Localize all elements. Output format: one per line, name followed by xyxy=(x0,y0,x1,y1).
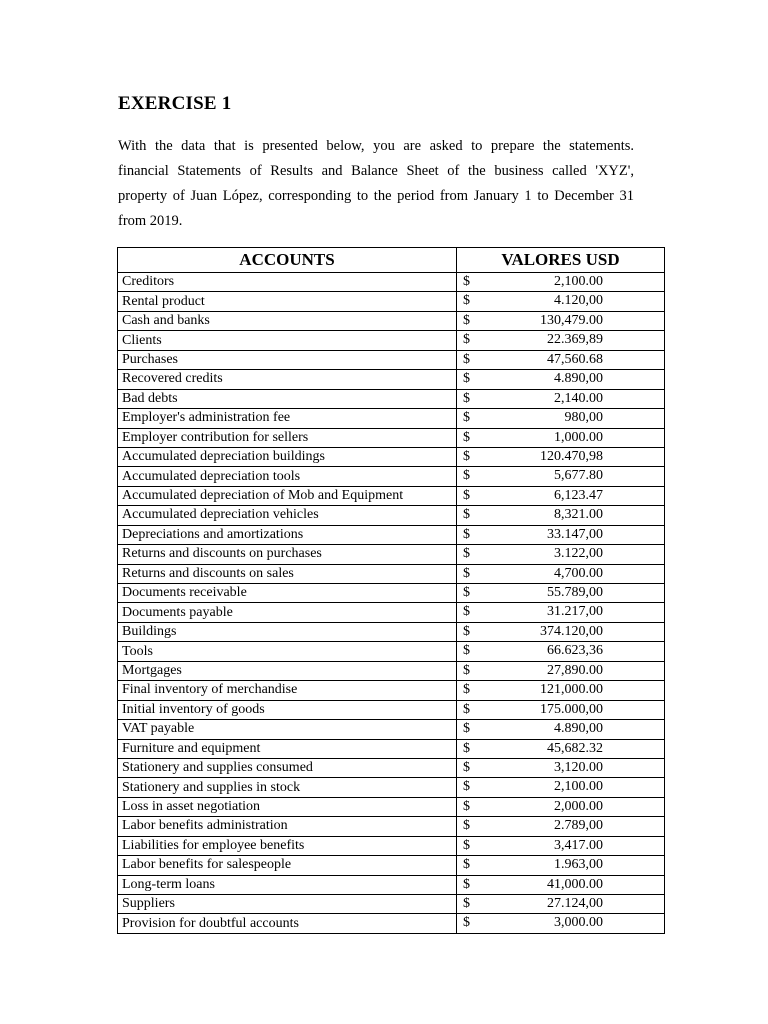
amount-value: 8,321.00 xyxy=(554,507,603,523)
table-row xyxy=(118,350,665,369)
account-name-cell: Rental product xyxy=(118,292,457,311)
account-name-cell: Labor benefits for salespeople xyxy=(118,856,457,875)
amount-value: 22.369,89 xyxy=(547,332,603,348)
account-name-cell: Depreciations and amortizations xyxy=(118,525,457,544)
amount-value: 4.890,00 xyxy=(554,371,603,387)
amount-value: 130,479.00 xyxy=(540,312,603,328)
currency-symbol: $ xyxy=(463,448,470,464)
currency-symbol: $ xyxy=(463,818,470,834)
value-cell xyxy=(457,331,665,350)
account-name-cell: Recovered credits xyxy=(118,370,457,389)
account-name-cell: Buildings xyxy=(118,622,457,641)
accounts-column-header: ACCOUNTS xyxy=(118,248,457,273)
amount-value: 27,890.00 xyxy=(547,662,603,678)
account-name-cell: Accumulated depreciation tools xyxy=(118,467,457,486)
account-name-cell: Purchases xyxy=(118,350,457,369)
account-name-cell: Bad debts xyxy=(118,389,457,408)
currency-symbol: $ xyxy=(463,585,470,600)
amount-value: 4.120,00 xyxy=(554,293,603,309)
table-header-row xyxy=(118,248,665,273)
currency-symbol: $ xyxy=(463,351,470,367)
value-cell xyxy=(457,720,665,739)
currency-symbol: $ xyxy=(463,565,470,581)
value-cell xyxy=(457,758,665,777)
value-cell xyxy=(457,447,665,466)
table-row xyxy=(118,914,665,933)
accounts-table xyxy=(117,247,665,934)
table-row xyxy=(118,292,665,311)
currency-symbol: $ xyxy=(463,896,470,911)
currency-symbol: $ xyxy=(463,857,470,873)
table-row xyxy=(118,758,665,777)
currency-symbol: $ xyxy=(463,643,470,659)
amount-value: 4,700.00 xyxy=(554,565,603,581)
intro-line: financial Statements of Results and Balance Sheet of the business called 'XYZ', xyxy=(118,163,634,179)
value-cell xyxy=(457,564,665,583)
amount-value: 980,00 xyxy=(564,410,603,426)
amount-value: 47,560.68 xyxy=(547,351,603,367)
currency-symbol: $ xyxy=(463,293,470,309)
table-row xyxy=(118,331,665,350)
value-cell xyxy=(457,389,665,408)
amount-value: 45,682.32 xyxy=(547,740,603,756)
currency-symbol: $ xyxy=(463,604,470,620)
intro-line: property of Juan López, corresponding to the period from January 1 to December 31 xyxy=(118,188,634,204)
amount-value: 1,000.00 xyxy=(554,429,603,445)
value-cell xyxy=(457,370,665,389)
account-name-cell: Employer's administration fee xyxy=(118,409,457,428)
value-cell xyxy=(457,525,665,544)
table-row xyxy=(118,428,665,447)
amount-value: 374.120,00 xyxy=(540,623,603,639)
account-name-cell: Final inventory of merchandise xyxy=(118,681,457,700)
account-name-cell: Employer contribution for sellers xyxy=(118,428,457,447)
amount-value: 2,140.00 xyxy=(554,390,603,406)
table-row xyxy=(118,739,665,758)
value-cell xyxy=(457,836,665,855)
value-cell xyxy=(457,622,665,641)
table-row xyxy=(118,700,665,719)
amount-value: 3,000.00 xyxy=(554,915,603,931)
currency-symbol: $ xyxy=(463,682,470,698)
value-cell xyxy=(457,914,665,933)
table-row xyxy=(118,273,665,292)
value-cell xyxy=(457,797,665,816)
table-row xyxy=(118,836,665,855)
account-name-cell: Tools xyxy=(118,642,457,661)
table-row xyxy=(118,895,665,914)
currency-symbol: $ xyxy=(463,332,470,348)
value-cell xyxy=(457,856,665,875)
amount-value: 55.789,00 xyxy=(547,585,603,600)
table-row xyxy=(118,389,665,408)
currency-symbol: $ xyxy=(463,390,470,406)
amount-value: 2,100.00 xyxy=(554,274,603,289)
amount-value: 175.000,00 xyxy=(540,701,603,717)
value-cell xyxy=(457,681,665,700)
value-cell xyxy=(457,486,665,505)
value-cell xyxy=(457,642,665,661)
currency-symbol: $ xyxy=(463,837,470,853)
amount-value: 2,100.00 xyxy=(554,779,603,795)
value-cell xyxy=(457,817,665,836)
table-row xyxy=(118,584,665,603)
currency-symbol: $ xyxy=(463,876,470,892)
value-cell xyxy=(457,428,665,447)
value-cell xyxy=(457,506,665,525)
table-row xyxy=(118,817,665,836)
account-name-cell: Creditors xyxy=(118,273,457,292)
table-row xyxy=(118,564,665,583)
account-name-cell: Documents receivable xyxy=(118,584,457,603)
currency-symbol: $ xyxy=(463,487,470,503)
value-cell xyxy=(457,350,665,369)
amount-value: 5,677.80 xyxy=(554,468,603,484)
intro-line: from 2019. xyxy=(118,213,183,229)
amount-value: 120.470,98 xyxy=(540,448,603,464)
table-row xyxy=(118,311,665,330)
currency-symbol: $ xyxy=(463,740,470,756)
account-name-cell: Initial inventory of goods xyxy=(118,700,457,719)
value-cell xyxy=(457,661,665,680)
currency-symbol: $ xyxy=(463,526,470,542)
currency-symbol: $ xyxy=(463,371,470,387)
account-name-cell: Cash and banks xyxy=(118,311,457,330)
amount-value: 41,000.00 xyxy=(547,876,603,892)
value-cell xyxy=(457,409,665,428)
value-cell xyxy=(457,778,665,797)
account-name-cell: Labor benefits administration xyxy=(118,817,457,836)
account-name-cell: Returns and discounts on purchases xyxy=(118,545,457,564)
currency-symbol: $ xyxy=(463,623,470,639)
intro-paragraph xyxy=(118,134,634,234)
amount-value: 3,120.00 xyxy=(554,759,603,775)
table-row xyxy=(118,720,665,739)
account-name-cell: Mortgages xyxy=(118,661,457,680)
table-row xyxy=(118,778,665,797)
amount-value: 3.122,00 xyxy=(554,546,603,562)
table-row xyxy=(118,622,665,641)
amount-value: 4.890,00 xyxy=(554,721,603,737)
account-name-cell: Furniture and equipment xyxy=(118,739,457,758)
currency-symbol: $ xyxy=(463,507,470,523)
amount-value: 33.147,00 xyxy=(547,526,603,542)
account-name-cell: Stationery and supplies in stock xyxy=(118,778,457,797)
value-cell xyxy=(457,895,665,914)
amount-value: 31.217,00 xyxy=(547,604,603,620)
account-name-cell: Clients xyxy=(118,331,457,350)
account-name-cell: Provision for doubtful accounts xyxy=(118,914,457,933)
table-row xyxy=(118,642,665,661)
exercise-heading: EXERCISE 1 xyxy=(118,93,232,114)
currency-symbol: $ xyxy=(463,721,470,737)
table-row xyxy=(118,797,665,816)
amount-value: 27.124,00 xyxy=(547,896,603,911)
account-name-cell: VAT payable xyxy=(118,720,457,739)
value-cell xyxy=(457,700,665,719)
value-cell xyxy=(457,311,665,330)
table-row xyxy=(118,447,665,466)
accounts-table-body xyxy=(118,273,665,934)
account-name-cell: Accumulated depreciation vehicles xyxy=(118,506,457,525)
account-name-cell: Documents payable xyxy=(118,603,457,622)
account-name-cell: Liabilities for employee benefits xyxy=(118,836,457,855)
account-name-cell: Suppliers xyxy=(118,895,457,914)
value-cell xyxy=(457,545,665,564)
currency-symbol: $ xyxy=(463,546,470,562)
currency-symbol: $ xyxy=(463,662,470,678)
amount-value: 66.623,36 xyxy=(547,643,603,659)
currency-symbol: $ xyxy=(463,274,470,289)
values-column-header: VALORES USD xyxy=(457,248,665,273)
value-cell xyxy=(457,292,665,311)
table-row xyxy=(118,603,665,622)
amount-value: 3,417.00 xyxy=(554,837,603,853)
amount-value: 2,000.00 xyxy=(554,798,603,814)
table-row xyxy=(118,856,665,875)
account-name-cell: Accumulated depreciation of Mob and Equipment xyxy=(118,486,457,505)
currency-symbol: $ xyxy=(463,410,470,426)
table-row xyxy=(118,875,665,894)
amount-value: 6,123.47 xyxy=(554,487,603,503)
table-row xyxy=(118,681,665,700)
currency-symbol: $ xyxy=(463,759,470,775)
intro-line: With the data that is presented below, you are asked to prepare the statements. xyxy=(118,138,634,154)
value-cell xyxy=(457,603,665,622)
value-cell xyxy=(457,467,665,486)
account-name-cell: Accumulated depreciation buildings xyxy=(118,447,457,466)
currency-symbol: $ xyxy=(463,915,470,931)
table-row xyxy=(118,545,665,564)
amount-value: 1.963,00 xyxy=(554,857,603,873)
amount-value: 121,000.00 xyxy=(540,682,603,698)
currency-symbol: $ xyxy=(463,429,470,445)
table-row xyxy=(118,525,665,544)
value-cell xyxy=(457,273,665,292)
table-row xyxy=(118,467,665,486)
table-row xyxy=(118,409,665,428)
currency-symbol: $ xyxy=(463,779,470,795)
table-row xyxy=(118,661,665,680)
value-cell xyxy=(457,739,665,758)
table-row xyxy=(118,486,665,505)
value-cell xyxy=(457,875,665,894)
value-cell xyxy=(457,584,665,603)
table-row xyxy=(118,506,665,525)
amount-value: 2.789,00 xyxy=(554,818,603,834)
account-name-cell: Long-term loans xyxy=(118,875,457,894)
account-name-cell: Stationery and supplies consumed xyxy=(118,758,457,777)
currency-symbol: $ xyxy=(463,468,470,484)
account-name-cell: Loss in asset negotiation xyxy=(118,797,457,816)
currency-symbol: $ xyxy=(463,701,470,717)
currency-symbol: $ xyxy=(463,312,470,328)
currency-symbol: $ xyxy=(463,798,470,814)
table-row xyxy=(118,370,665,389)
account-name-cell: Returns and discounts on sales xyxy=(118,564,457,583)
